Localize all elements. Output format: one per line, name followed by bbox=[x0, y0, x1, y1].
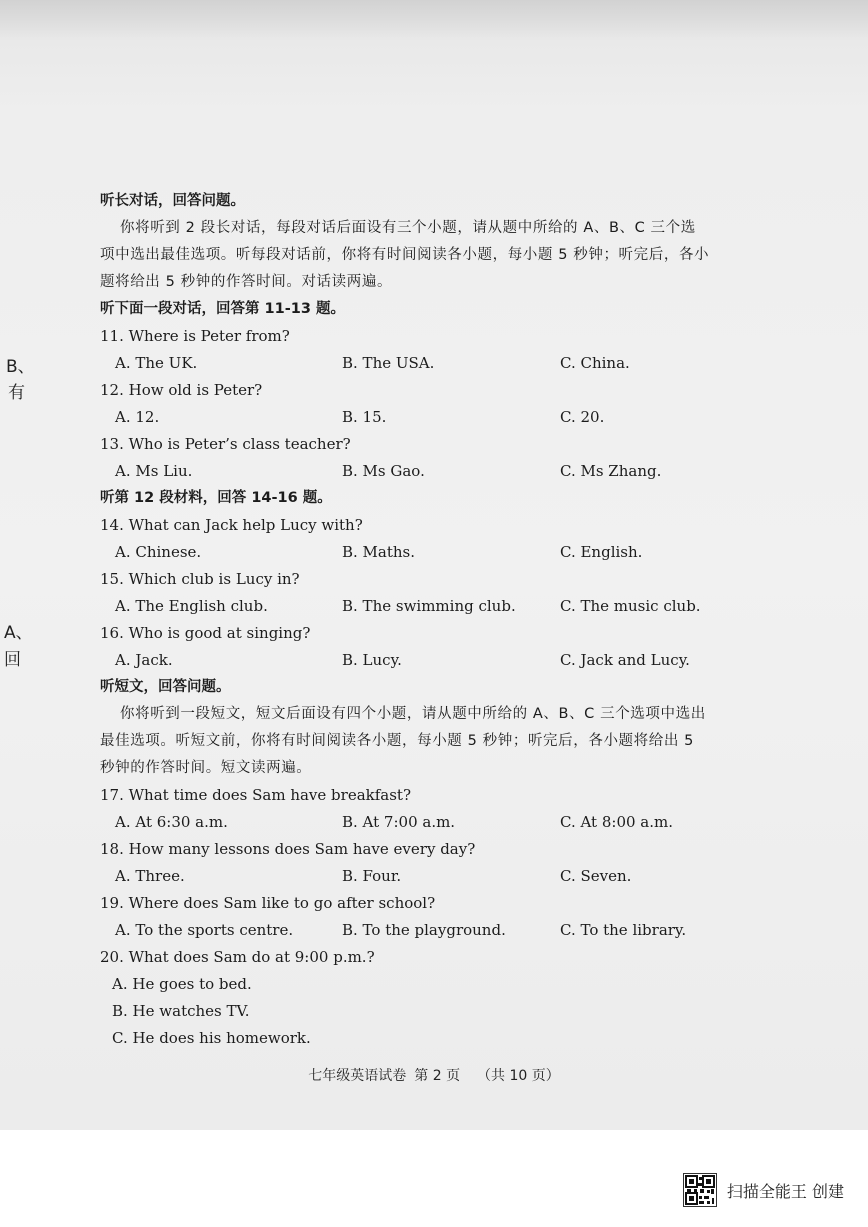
question-stem: 12. How old is Peter? bbox=[100, 381, 263, 399]
section-instruction: 你将听到 2 段长对话，每段对话后面设有三个小题，请从题中所给的 A、B、C 三个选项中选出最佳选项。听每段对话前，你将有时间阅读各小题，每小题 5 秒钟；听完后，各小题将给出 5 秒钟的作答时间。对话读两遍。 bbox=[100, 220, 710, 290]
option-c: C. At 8:00 a.m. bbox=[560, 813, 673, 831]
margin-mark: B、 bbox=[6, 357, 35, 377]
option-row bbox=[100, 593, 710, 620]
option-b: B. The USA. bbox=[342, 354, 435, 372]
dialog-title: 听第 12 段材料，回答 14-16 题。 bbox=[100, 490, 332, 506]
option-a: A. 12. bbox=[115, 408, 160, 426]
margin-mark: 有 bbox=[8, 383, 25, 403]
option-row bbox=[100, 350, 710, 377]
scanner-watermark bbox=[683, 1172, 844, 1208]
option-a: A. Jack. bbox=[115, 651, 173, 669]
option-b: B. 15. bbox=[342, 408, 387, 426]
option-c: C. China. bbox=[560, 354, 630, 372]
footer-paper-name: 七年级英语试卷 bbox=[308, 1068, 407, 1084]
question-stem: 18. How many lessons does Sam have every day? bbox=[100, 840, 476, 858]
option-b: B. Ms Gao. bbox=[342, 462, 425, 480]
question-13 bbox=[100, 431, 710, 485]
option-b: B. Lucy. bbox=[342, 651, 402, 669]
option-c: C. To the library. bbox=[560, 921, 687, 939]
option-row bbox=[100, 539, 710, 566]
option-a: A. He goes to bed. bbox=[112, 975, 252, 993]
footer-total-pages: （共 10 页） bbox=[477, 1068, 560, 1084]
question-11 bbox=[100, 323, 710, 377]
exam-content bbox=[100, 188, 710, 1052]
question-19 bbox=[100, 890, 710, 944]
option-a: A. The UK. bbox=[115, 354, 198, 372]
question-15 bbox=[100, 566, 710, 620]
option-b: B. The swimming club. bbox=[342, 597, 516, 615]
option-a: A. Three. bbox=[115, 867, 185, 885]
option-row bbox=[100, 647, 710, 674]
option-a: A. Chinese. bbox=[115, 543, 202, 561]
option-a: A. To the sports centre. bbox=[115, 921, 294, 939]
option-a: A. The English club. bbox=[115, 597, 268, 615]
section-instruction: 你将听到一段短文，短文后面设有四个小题，请从题中所给的 A、B、C 三个选项中选出最佳选项。听短文前，你将有时间阅读各小题，每小题 5 秒钟；听完后，各小题将给出 5 秒钟的作答时间。短文读两遍。 bbox=[100, 706, 706, 776]
option-b: B. He watches TV. bbox=[112, 1002, 250, 1020]
question-16 bbox=[100, 620, 710, 674]
option-b: B. Maths. bbox=[342, 543, 416, 561]
question-stem: 13. Who is Peter’s class teacher? bbox=[100, 435, 351, 453]
option-c: C. English. bbox=[560, 543, 643, 561]
watermark-text: 扫描全能王 创建 bbox=[726, 1181, 844, 1201]
option-row bbox=[100, 809, 710, 836]
question-stem: 11. Where is Peter from? bbox=[100, 327, 290, 345]
option-c: C. He does his homework. bbox=[112, 1029, 311, 1047]
page-footer bbox=[0, 1065, 868, 1085]
question-stem: 16. Who is good at singing? bbox=[100, 624, 311, 642]
option-row bbox=[100, 404, 710, 431]
option-c: C. The music club. bbox=[560, 597, 701, 615]
option-b: B. Four. bbox=[342, 867, 402, 885]
question-stem: 19. Where does Sam like to go after school? bbox=[100, 894, 436, 912]
option-b: B. To the playground. bbox=[342, 921, 506, 939]
question-stem: 17. What time does Sam have breakfast? bbox=[100, 786, 411, 804]
question-17 bbox=[100, 782, 710, 836]
option-row bbox=[100, 917, 710, 944]
option-c: C. Jack and Lucy. bbox=[560, 651, 690, 669]
question-stem: 20. What does Sam do at 9:00 p.m.? bbox=[100, 948, 375, 966]
section-title: 听短文，回答问题。 bbox=[100, 679, 231, 695]
question-20 bbox=[100, 944, 710, 1052]
option-a: A. At 6:30 a.m. bbox=[115, 813, 228, 831]
option-c: C. 20. bbox=[560, 408, 605, 426]
dialog-title: 听下面一段对话，回答第 11-13 题。 bbox=[100, 301, 345, 317]
margin-mark: A、 bbox=[4, 623, 33, 643]
question-14 bbox=[100, 512, 710, 566]
option-c: C. Ms Zhang. bbox=[560, 462, 662, 480]
margin-mark: 回 bbox=[4, 650, 21, 670]
option-a: A. Ms Liu. bbox=[115, 462, 193, 480]
option-c: C. Seven. bbox=[560, 867, 632, 885]
footer-page-number: 第 2 页 bbox=[414, 1068, 461, 1084]
section-title: 听长对话，回答问题。 bbox=[100, 193, 245, 209]
qr-code-icon bbox=[683, 1173, 717, 1207]
question-12 bbox=[100, 377, 710, 431]
question-stem: 15. Which club is Lucy in? bbox=[100, 570, 300, 588]
option-row bbox=[100, 458, 710, 485]
question-18 bbox=[100, 836, 710, 890]
option-row bbox=[100, 863, 710, 890]
option-b: B. At 7:00 a.m. bbox=[342, 813, 456, 831]
scan-shadow bbox=[0, 0, 868, 40]
question-stem: 14. What can Jack help Lucy with? bbox=[100, 516, 363, 534]
